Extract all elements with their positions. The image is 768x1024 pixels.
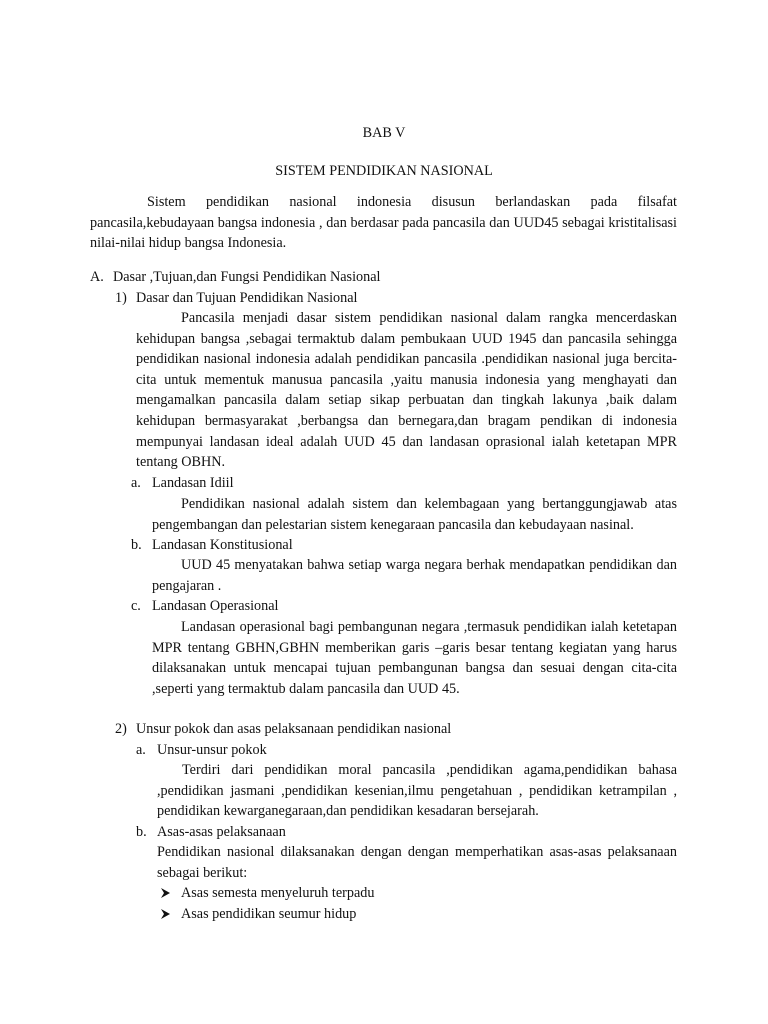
sub-1b-title: Landasan Konstitusional [152,537,293,553]
sub-1c-marker: c. [131,598,141,614]
intro-paragraph: Sistem pendidikan nasional indonesia disusun berlandaskan pada filsafat pancasila,kebudayaan bangsa indonesia , dan berdasar pada pancasila dan UUD45 sebagai kristitalisasi nilai-nilai hidup bangsa Indonesia. [90,194,677,252]
sub-1b-marker: b. [131,537,142,553]
arrow-bullet-icon [160,883,171,906]
bullet-text: Asas pendidikan seumur hidup [181,906,357,922]
item-1-marker: 1) [115,290,127,306]
sub-1c-text: Landasan operasional bagi pembangunan negara ,termasuk pendidikan ialah ketetapan MPR tentang GBHN,GBHN memberikan garis –garis besar tentang kegiatan yang harus dilaksanakan untuk mencapai tujuan pembangunan bangsa dan sesuai dengan cita-cita ,seperti yang termaktub dalam pancasila dan UUD 45. [152,619,677,697]
item-1-title: Dasar dan Tujuan Pendidikan Nasional [136,290,358,306]
item-2-title: Unsur pokok dan asas pelaksanaan pendidikan nasional [136,721,452,737]
sub-2b-title: Asas-asas pelaksanaan [157,824,286,840]
section-a-title: Dasar ,Tujuan,dan Fungsi Pendidikan Nasional [113,269,381,285]
sub-2a-title: Unsur-unsur pokok [157,742,267,758]
chapter-heading: BAB V [362,125,406,141]
sub-1c-title: Landasan Operasional [152,598,279,614]
sub-1a-text: Pendidikan nasional adalah sistem dan kelembagaan yang bertanggungjawab atas pengembangan dan pelestarian sistem kenegaraan pancasila dan kebudayaan nasinal. [152,496,677,533]
sub-2b-marker: b. [136,824,147,840]
item-1-paragraph: Pancasila menjadi dasar sistem pendidikan nasional dalam rangka mencerdaskan kehidupan bangsa ,sebagai termaktub dalam pembukaan UUD 1945 dan pancasila sehingga pendidikan nasional indonesia adalah pendidikan pancasila .pendidikan nasional juga bercita-cita untuk mementuk manusua pancasila ,yaitu manusia indonesia yang menghayati dan mengamalkan pancasila dalam setiap sikap perbuatan dan tingkah lakunya ,baik dalam kehidupan bermasyarakat ,berbangsa dan bernegara,dan bragam pendikan di indonesia mempunyai landasan ideal adalah UUD 45 dan landasan oprasional ialah ketetapan MPR tentang OBHN. [136,310,677,471]
sub-1a-title: Landasan Idiil [152,475,234,491]
document-title: SISTEM PENDIDIKAN NASIONAL [275,163,493,179]
sub-1b-text: UUD 45 menyatakan bahwa setiap warga negara berhak mendapatkan pendidikan dan pengajaran . [152,557,677,594]
sub-2a-text: Terdiri dari pendidikan moral pancasila ,pendidikan agama,pendidikan bahasa ,pendidikan jasmani ,pendidikan kesenian,ilmu pengetahuan , pendidikan ketrampilan , pendidikan kewarganegaraan,dan pendidikan kesadaran bersejarah. [157,762,677,820]
sub-2b-text: Pendidikan nasional dilaksanakan dengan dengan memperhatikan asas-asas pelaksanaan sebagai berikut: [157,844,677,881]
section-a-marker: A. [90,269,104,285]
arrow-bullet-icon [160,904,171,927]
bullet-text: Asas semesta menyeluruh terpadu [181,885,375,901]
sub-1a-marker: a. [131,475,141,491]
item-2-marker: 2) [115,721,127,737]
sub-2a-marker: a. [136,742,146,758]
